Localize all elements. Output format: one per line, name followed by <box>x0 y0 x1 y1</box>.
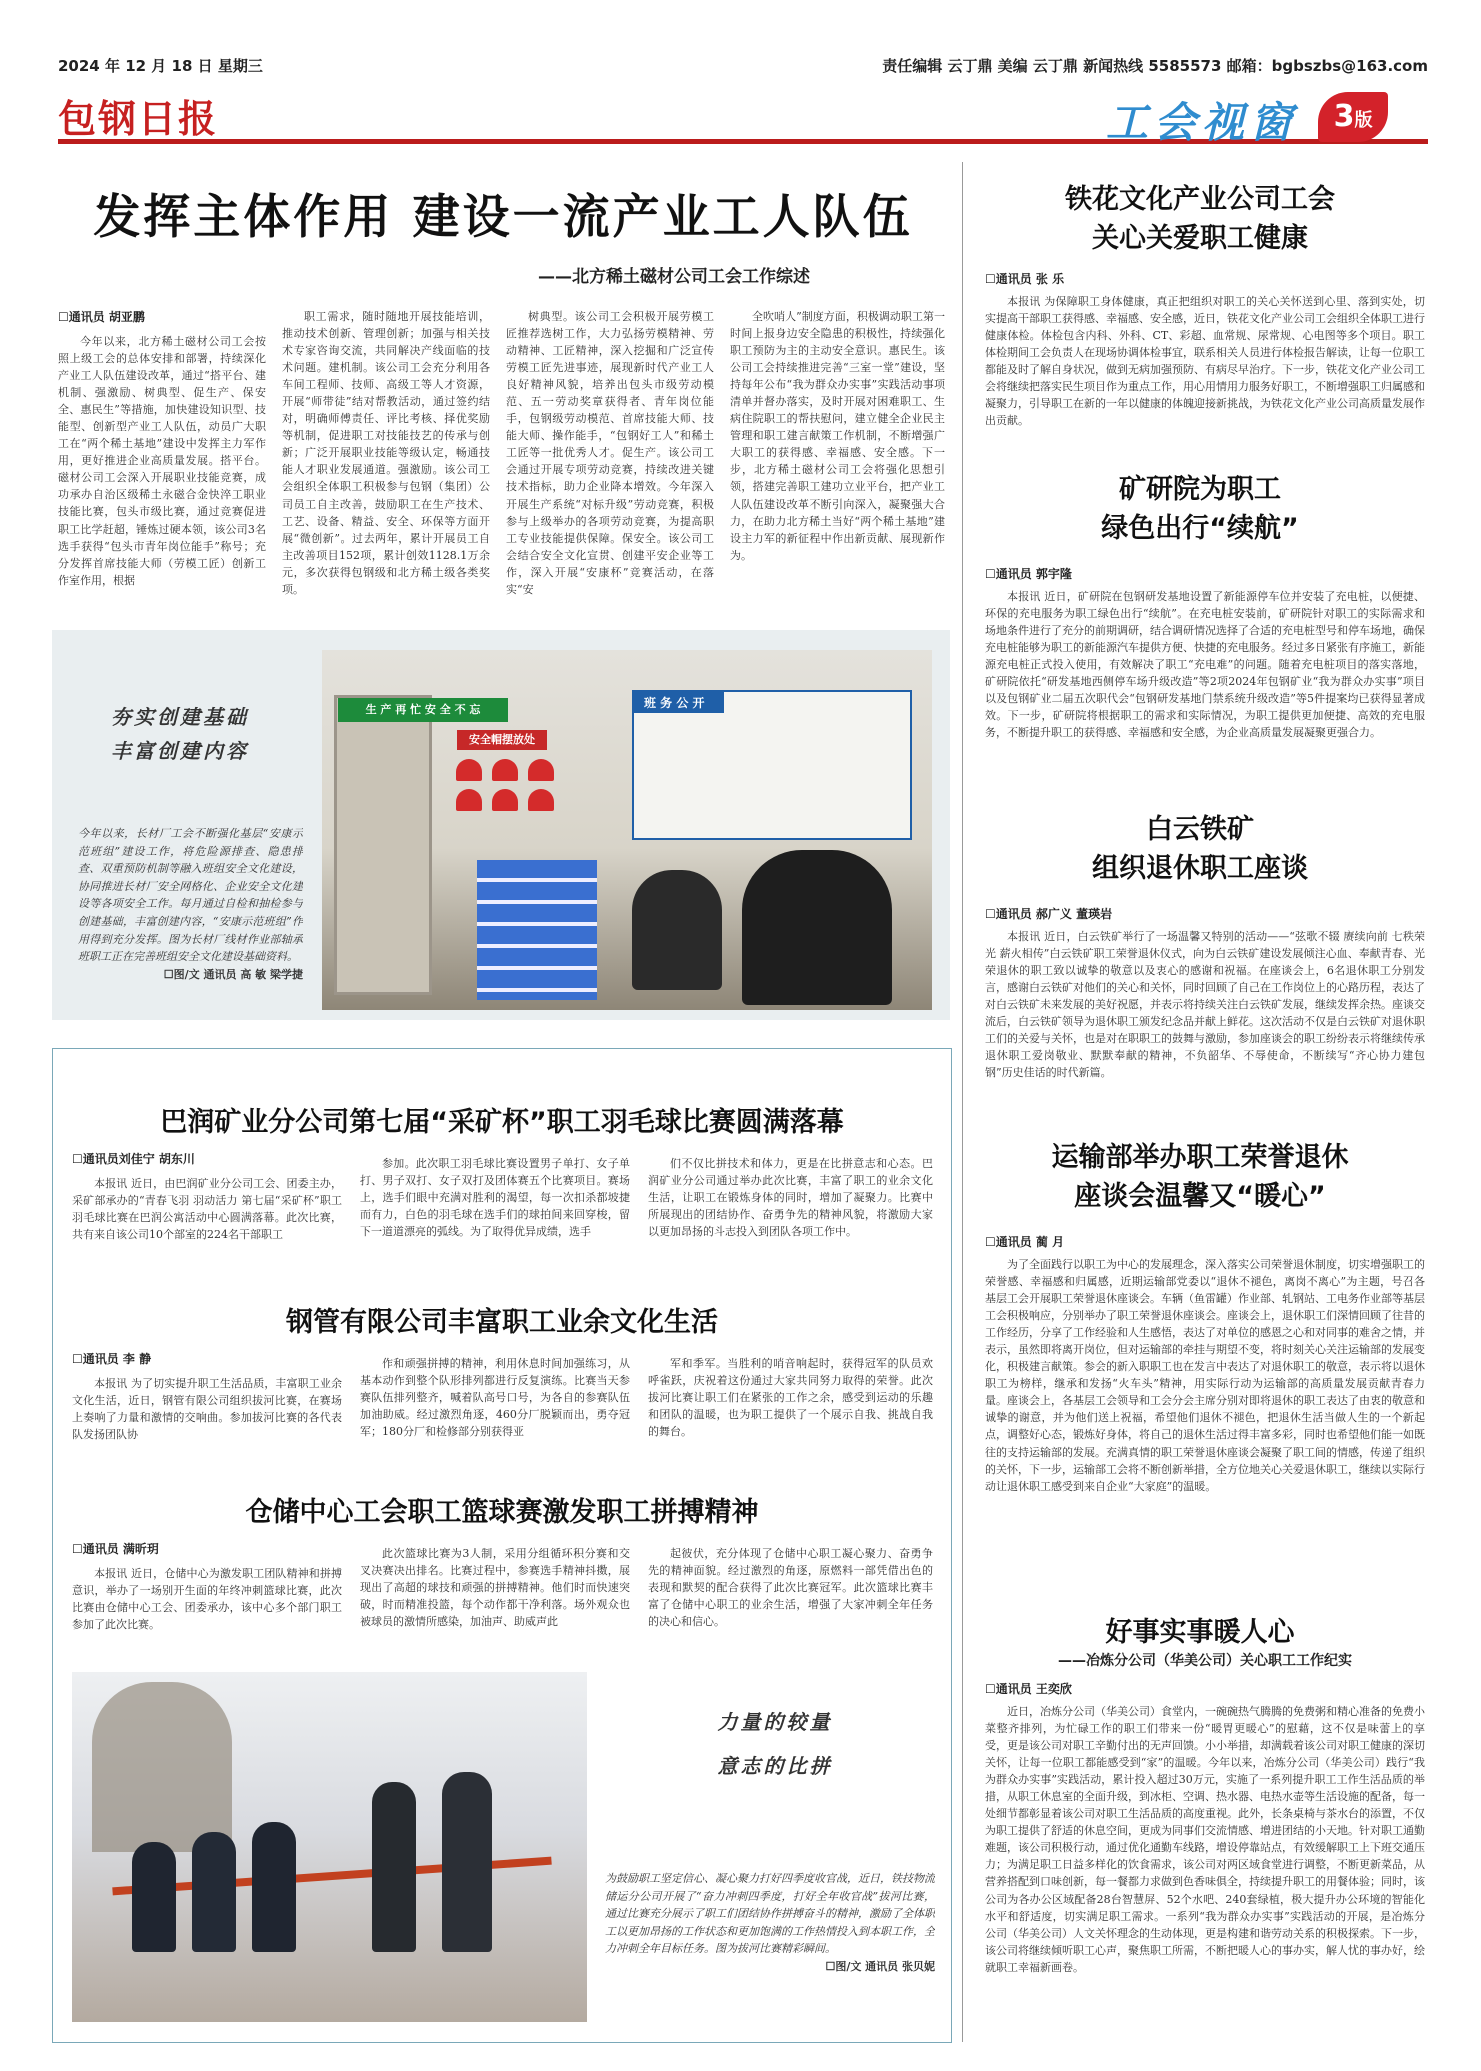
tug-caption: 为鼓励职工坚定信心、凝心聚力打好四季度收官战，近日，铁技物流储运分公司开展了“奋力冲刺四季度，打好全年收官战”拔河比赛，通过比赛充分展示了职工们团结协作拼搏奋斗的精神，激励了全体职工以更加昂扬的工作状态和更加饱满的工作热情投入到本职工作，全力冲刺全年目标任务。图为拔河比赛精彩瞬间。 ☐图/文 通讯员 张贝妮 <box>605 1872 935 1973</box>
tube-headline: 钢管有限公司丰富职工业余文化生活 <box>286 1307 718 1338</box>
r4-headline: 运输部举办职工荣誉退休 座谈会温馨又“暖心” <box>1051 1142 1349 1213</box>
lead-col-4: 全吹哨人”制度方面，积极调动职工第一时间上报身边安全隐患的积极性，持续强化职工预防为主的主动安全意识。惠民生。该公司工会持续推进完善“三室一堂”建设，坚持每年公布“我为群众办实事”实践活动事项清单并督办落实，及时开展对困难职工、生病住院职工的帮扶慰问，建立健全企业民主管理和职工建言献策工作机制，不断增强广大职工的获得感、幸福感、安全感。下一步，北方稀土磁材公司工会将强化思想引领，搭建完善职工建功立业平台，把产业工人队伍建设改革不断引向深入，凝聚强大合力，在助力北方稀土当好“两个稀土基地”建设主力军的新征程中作出新贡献、展现新作为。 <box>730 310 945 562</box>
door <box>334 695 432 995</box>
r5-headline: 好事实事暖人心 <box>1105 1617 1295 1648</box>
r5-subtitle: ——冶炼分公司（华美公司）关心职工工作纪实 <box>1058 1653 1352 1669</box>
basketball-byline: ☐通讯员 满昕玥 <box>72 1542 159 1556</box>
lead-headline: 发挥主体作用 建设一流产业工人队伍 <box>93 190 913 245</box>
lead-byline: ☐通讯员 胡亚鹏 <box>58 310 145 324</box>
column-title: 工会视窗 <box>1105 98 1298 147</box>
badminton-headline: 巴润矿业分公司第七届“采矿杯”职工羽毛球比赛圆满落幕 <box>160 1107 844 1138</box>
page-unit: 版 <box>1354 110 1373 131</box>
tree <box>92 1682 232 1852</box>
safety-slogan-sign: 生 产 再 忙 安 全 不 忘 <box>338 698 508 722</box>
basketball-col-2: 此次篮球比赛为3人制，采用分组循环积分赛和交叉决赛决出排名。比赛过程中，参赛选手精神抖擞，展现出了高超的球技和顽强的拼搏精神。他们时而快速突破，时而精准投篮，每个动作都干净利落。场外观众也被球员的激情所感染，加油声、助威声此 <box>360 1547 630 1629</box>
tube-col-1: 本报讯 为了切实提升职工生活品质，丰富职工业余文化生活，近日，钢管有限公司组织拔河比赛，在赛场上奏响了力量和激情的交响曲。参加拔河比赛的各代表队发扬团队协 <box>72 1377 342 1442</box>
spectator <box>442 1772 492 1952</box>
player <box>132 1842 176 1952</box>
helmet-sign: 安全帽摆放处 <box>457 730 547 750</box>
r1-headline: 铁花文化产业公司工会 关心关爱职工健康 <box>1065 184 1335 255</box>
basketball-col-3: 起彼伏，充分体现了仓储中心职工凝心聚力、奋勇争先的精神面貌。经过激烈的角逐，原燃料一部凭借出色的表现和默契的配合获得了此次比赛冠军。此次篮球比赛丰富了仓储中心职工的业余生活，增强了大家冲刺全年任务的决心和信心。 <box>648 1547 933 1629</box>
page-number: 3 <box>1333 99 1355 134</box>
tube-col-3: 军和季军。当胜利的哨音响起时，获得冠军的队员欢呼雀跃，庆祝着这份通过大家共同努力取得的荣誉。此次拔河比赛让职工们在紧张的工作之余，感受到运动的乐趣和团队的温暖，也为职工提供了一个展示自我、挑战自我的舞台。 <box>648 1357 933 1439</box>
worker-left <box>632 870 722 990</box>
feature-caption: 今年以来，长材厂工会不断强化基层“安康示范班组”建设工作，将危险源排查、隐患排查、双重预防机制等融入班组安全文化建设，协同推进长材厂安全网格化、企业安全文化建设等各项安全工作。每月通过自检和抽检参与创建基础，丰富创建内容，“安康示范班组”作用得到充分发挥。图为长材厂线材作业部轴承班职工正在完善班组安全文化建设基础资料。 ☐图/文 通讯员 高 敏 梁学捷 <box>78 827 303 981</box>
masthead <box>58 88 1428 147</box>
player <box>252 1822 296 1952</box>
basketball-col-1: 本报讯 近日，仓储中心为激发职工团队精神和拼搏意识，举办了一场别开生面的年终冲刺篮球比赛，此次比赛由仓储中心工会、团委承办，该中心多个部门职工参加了此次比赛。 <box>72 1567 342 1632</box>
r4-byline: ☐通讯员 蔺 月 <box>985 1235 1065 1249</box>
file-binders <box>477 860 597 1000</box>
top-bar <box>58 55 1428 77</box>
badminton-col-2: 参加。此次职工羽毛球比赛设置男子单打、女子单打、男子双打、女子双打及团体赛五个比赛项目。赛场上，选手们眼中充满对胜利的渴望，每一次扣杀都坡捷而有力，白色的羽毛球在选手们的球拍间来回穿梭，留下一道道漂亮的弧线。为了取得优异成绩，选手 <box>360 1157 630 1239</box>
r1-body: 本报讯 为保障职工身体健康，真正把组织对职工的关心关怀送到心里、落到实处，切实提高干部职工获得感、幸福感、安全感，近日，铁花文化产业公司工会组织全体职工进行健康体检。体检包含内科、外科、CT、彩超、血常规、尿常规、心电图等多个项目。职工体检期间工会负责人在现场协调体检事宜，联系相关人员进行体检报告解读，让每一位职工都能及时了解自身状况，做到无病加强预防、有病尽早治疗。下一步，铁花文化产业公司工会将继续把落实民生项目作为重点工作，用心用情用力服务好职工，不断增强职工归属感和凝聚力，引导职工在新的一年以健康的体魄迎接新挑战，为铁花文化产业公司高质量发展作出贡献。 <box>985 295 1425 428</box>
badminton-byline: ☐通讯员刘佳宁 胡东川 <box>72 1152 195 1166</box>
editor-line: 责任编辑 云丁鼎 美编 云丁鼎 新闻热线 5585573 邮箱：bgbszbs@163.com <box>882 57 1428 75</box>
bulletin-board: 班 务 公 开 <box>632 690 912 840</box>
lead-col-1: 今年以来，北方稀土磁材公司工会按照上级工会的总体安排和部署，持续深化产业工人队伍建设改革，通过“搭平台、建机制、强激励、树典型、促生产、保安全、惠民生”等措施，加快建设知识型、技能型、创新型产业工人队伍，动员广大职工在“两个稀土基地”建设中发挥主力军作用，更好推进企业高质量发展。搭平台。磁材公司工会深入开展职业技能竞赛，成功承办自治区级稀土永磁合金快淬工职业技能比赛，包头市级比赛，通过竞赛促进职工比学赶超，锤炼过硬本领，该公司3名选手获得“包头市青年岗位能手”称号；充分发挥首席技能大师（劳模工匠）创新工作室作用，根据 <box>58 335 266 587</box>
tug-caption-title: 力量的较量 意志的比拼 <box>717 1710 833 1778</box>
lead-col-3: 树典型。该公司工会积极开展劳模工匠推荐选树工作，大力弘扬劳模精神、劳动精神、工匠精神，深入挖掘和广泛宣传劳模工匠先进事迹，展现新时代产业工人良好精神风貌，培养出包头市级劳动模范、五一劳动奖章获得者、青年岗位能手，包钢级劳动模范、首席技能大师、技能大师、操作能手，“包钢好工人”和稀土工匠等一批优秀人才。促生产。该公司工会通过开展专项劳动竞赛，持续改进关键技术指标，助力企业降本增效。今年深入开展生产系统“对标升级”劳动竞赛，积极参与上级举办的各项劳动竞赛，为提高职工专业技能提供保障。保安全。该公司工会结合安全文化宣贯、创建平安企业等工作，深入开展“安康杯”竞赛活动，在落实“安 <box>506 310 714 596</box>
helmet-rack <box>452 755 582 815</box>
lead-subtitle: ——北方稀土磁材公司工会工作综述 <box>538 267 810 287</box>
r5-byline: ☐通讯员 王奕欣 <box>985 1682 1072 1696</box>
newspaper-logo: 包钢日报 <box>58 96 219 141</box>
badminton-col-3: 们不仅比拼技术和体力，更是在比拼意志和心态。巴润矿业分公司通过举办此次比赛，丰富了职工的业余文化生活，让职工在锻炼身体的同时，增加了凝聚力。比赛中所展现出的团结协作、奋勇争先的精神风貌，将激励大家以更加昂扬的斗志投入到团队各项工作中。 <box>648 1157 933 1239</box>
page-number-badge <box>1318 92 1388 142</box>
r4-body: 为了全面践行以职工为中心的发展理念，深入落实公司荣誉退休制度，切实增强职工的荣誉感、幸福感和归属感，近期运输部党委以“退休不褪色，离岗不离心”为主题，号召各基层工会开展职工荣誉退休座谈会。车辆（鱼雷罐）作业部、轧钢站、工电务作业部等基层工会积极响应，分别举办了职工荣誉退休座谈会。座谈会上，退休职工们深情回顾了往昔的工作经历，分享了工作经验和人生感悟，表达了对单位的感恩之心和对同事的难舍之情，并表示，虽然即将离开岗位，但对运输部的牵挂与期望不变，将时刻关心关注运输部的发展变化，积极建言献策。参会的新入职职工也在发言中表达了对退休职工的敬意，表示将以退休职工为榜样，继承和发扬“火车头”精神，用实际行动为运输部的高质量发展贡献青春力量。座谈会上，各基层工会领导和工会分会主席分别对即将退休的职工表达了由衷的敬意和诚挚的谢意，并为他们送上祝福，希望他们退休不褪色，把退休生活当做人生的一个新起点，调整好心态，锻炼好身体，将自己的退休生活过得丰富多彩，同时也希望他们能一如既往的支持运输部的发展。充满真情的职工荣誉退休座谈会凝聚了职工间的情感，传递了组织的关怀，下一步，运输部工会将不断创新举措，全方位地关心关爱退休职工，继续以实际行动让退休职工感受到来自企业“大家庭”的温暖。 <box>985 1258 1425 1493</box>
office-photo <box>322 650 932 1010</box>
column-divider <box>962 162 963 2042</box>
player <box>192 1832 236 1952</box>
feature-caption-title: 夯实创建基础 丰富创建内容 <box>111 705 249 763</box>
tug-of-war-photo <box>72 1672 587 2022</box>
tube-col-2: 作和顽强拼搏的精神，利用休息时间加强练习，从基本动作到整个队形排列都进行反复演练。比赛当天参赛队伍排列整齐，喊着队高号口号，为各自的参赛队伍加油助威。经过激烈角逐，460分厂脱颖而出，勇夺冠军；180分厂和检修部分别获得亚 <box>360 1357 630 1439</box>
r2-body: 本报讯 近日，矿研院在包钢研发基地设置了新能源停车位并安装了充电桩，以便捷、环保的充电服务为职工绿色出行“续航”。在充电桩安装前，矿研院针对职工的实际需求和场地条件进行了充分的前期调研，结合调研情况选择了合适的充电桩型号和停车场地，确保充电桩能够为职工的新能源汽车提供方便、快捷的充电服务。经过多日紧张有序施工，新能源充电桩正式投入使用，有效解决了职工“充电难”的问题。随着充电桩项目的落实落地，矿研院依托“研发基地西侧停车场升级改造”等2项2024年包钢矿业“我为群众办实事”项目以及包钢矿业二届五次职代会“包钢研发基地门禁系统升级改造”等5件提案均已获得显著成效。下一步，矿研院将根据职工的需求和实际情况，为职工提供更加便捷、高效的充电服务，不断提升职工的获得感、幸福感和安全感，为企业高质量发展凝聚更强合力。 <box>985 590 1425 740</box>
r3-byline: ☐通讯员 郝广义 董瑛岩 <box>985 907 1113 921</box>
r2-byline: ☐通讯员 郭宇隆 <box>985 567 1072 581</box>
r2-headline: 矿研院为职工 绿色出行“续航” <box>1101 474 1299 545</box>
worker-right <box>742 850 892 1005</box>
spectator <box>372 1782 416 1952</box>
r3-body: 本报讯 近日，白云铁矿举行了一场温馨又特别的活动——“弦歌不辍 赓续向前 七秩荣光 薪火相传”白云铁矿职工荣誉退休仪式，向为白云铁矿建设发展倾注心血、奉献青春、光荣退休的职工致以诚挚的敬意以及衷心的感谢和祝福。在座谈会上，6名退休职工分别发言，感谢白云铁矿对他们的关心和关怀，同时回顾了自己在工作岗位上的心路历程，表达了对白云铁矿未来发展的美好祝愿，并表示将持续关注白云铁矿发展，继续发挥余热。座谈交流后，白云铁矿领导为退休职工颁发纪念品并献上鲜花。这次活动不仅是白云铁矿对退休职工们的关爱与关怀，也是对在职职工的鼓舞与激励，参加座谈会的职工纷纷表示将继续传承退休职工爱岗敬业、默默奉献的精神，不负韶华、不辱使命，不断续写“齐心协力建包钢”历史佳话的时代新篇。 <box>985 930 1425 1080</box>
lead-col-2: 职工需求，随时随地开展技能培训，推动技术创新、管理创新；加强与相关技术专家咨询交流，共同解决产线面临的技术问题。建机制。该公司工会充分利用各车间工程师、技师、高级工等人才资源，开展“师带徒”结对帮教活动，通过签约结对，明确师傅责任、评比考核、择优奖励等机制，促进职工对技能技艺的传承与创新；广泛开展职业技能等级认定，畅通技能人才职业发展通道。强激励。该公司工会组织全体职工积极参与包钢（集团）公司员工自主改善，鼓励职工在生产技术、工艺、设备、精益、安全、环保等方面开展“微创新”。过去两年，累计开展员工自主改善项目152项，累计创效1128.1万余元，多次获得包钢级和北方稀土级各类奖项。 <box>282 310 490 596</box>
r5-body: 近日，冶炼分公司（华美公司）食堂内，一碗碗热气腾腾的免费粥和精心准备的免费小菜整齐排列，为忙碌工作的职工们带来一份“暖胃更暖心”的慰藉，这不仅是味蕾上的享受，更是该公司对职工辛勤付出的无声回馈。小小举措，却满载着该公司对职工健康的深切关怀，让每一位职工都能感受到“家”的温暖。今年以来，冶炼分公司（华美公司）践行“我为群众办实事”实践活动，累计投入超过30万元，实施了一系列提升职工工作生活品质的举措，从职工休息室的全面升级，到冰柜、空调、热水器、电热水壶等生活设施的配备，每一处细节都彰显着该公司对职工生活品质的高度重视。此外，长条桌椅与茶水台的添置，不仅为职工提供了舒适的休息空间，更成为同事们交流情感、增进团结的小天地。针对职工通勤难题，该公司积极行动，通过优化通勤车线路，增设停靠站点，有效缓解职工上下班交通压力；为满足职工日益多样化的饮食需求，该公司对两区域食堂进行调整，不断更新菜品，从营养搭配到口味创新，每一餐都力求做到色香味俱全，持续提升职工的用餐体验；同时，该公司为各办公区域配备28台智慧屏、52个水吧、240套绿植，极大提升办公环境的智能化水平和舒适度，切实满足职工需求。一系列“我为群众办实事”实践活动的开展，是冶炼分公司（华美公司）人文关怀理念的生动体现，更是构建和谐劳动关系的积极探索。下一步，该公司将继续倾听职工心声，聚焦职工所需，不断把暖人心的事办实，解人忧的事办好，绘就职工幸福新画卷。 <box>985 1705 1425 1974</box>
issue-date: 2024 年 12 月 18 日 星期三 <box>58 57 263 75</box>
r3-headline: 白云铁矿 组织退休职工座谈 <box>1092 814 1308 885</box>
r1-byline: ☐通讯员 张 乐 <box>985 272 1065 286</box>
badminton-col-1: 本报讯 近日，由巴润矿业分公司工会、团委主办，采矿部承办的“青春飞羽 羽动活力 第七届“采矿杯”职工羽毛球比赛在巴润公寓活动中心圆满落幕。此次比赛，共有来自该公司10个部室的224名干部职工 <box>72 1177 342 1242</box>
basketball-headline: 仓储中心工会职工篮球赛激发职工拼搏精神 <box>245 1497 759 1528</box>
tube-byline: ☐通讯员 李 静 <box>72 1352 152 1366</box>
